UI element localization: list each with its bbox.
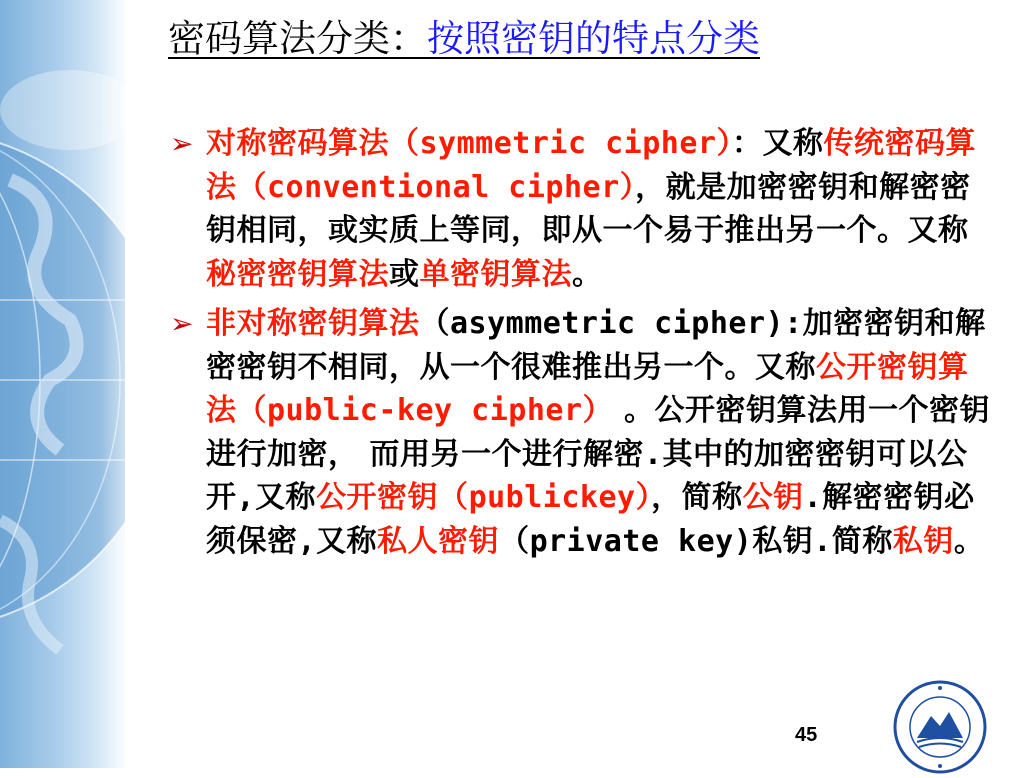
text-segment: 公开密钥（ [316,480,469,515]
text-segment: 。 [953,523,985,559]
text-segment: 解密密钥必须保密 [206,480,975,559]
bullet-asymmetric [168,302,998,563]
text-segment: 单密钥算法 [419,256,572,292]
text-segment: 公开密钥算法（ [206,349,969,428]
arrow-bullet-icon: ➢ [170,307,194,340]
text-segment: 加密密钥和解密密钥不相同，从一个很难推出另一个。又称 [206,306,986,385]
text-segment: symmetric cipher [419,126,717,161]
text-segment: （ [499,523,530,559]
bullet-text [206,126,976,292]
text-segment: private key) [529,523,753,559]
text-segment: ） [635,480,652,515]
text-segment: 。 [572,256,603,292]
text-segment: public-key cipher [267,393,583,428]
text-segment: 其中的加密密钥可以公开 [206,436,968,515]
text-segment: 私人密钥 [377,523,500,559]
text-segment: 对称密码算法（ [206,126,420,161]
text-segment: （ [419,306,450,341]
text-segment: 又称 [255,480,317,515]
text-segment: ） [582,393,614,428]
text-segment: 秘密密钥算法 [206,256,389,292]
text-segment: 公钥 [742,480,804,515]
page-title [168,14,760,64]
university-logo-icon [893,680,987,774]
text-segment: 或 [389,256,420,292]
text-segment: 。公开密钥算法用一个密钥进行加密， 而用另一个进行解密 [206,393,990,472]
text-segment: asymmetric cipher): [450,306,803,341]
text-segment: 传统密码算法（ [206,126,976,205]
text-segment: publickey [468,480,636,515]
text-segment: , [297,523,317,559]
text-segment: 非对称密钥算法 [206,306,420,341]
text-segment: ，简称 [651,480,743,515]
text-segment: . [643,436,663,472]
text-segment: 简称 [831,523,893,559]
bullet-list [168,122,998,569]
text-segment: . [803,480,823,515]
bullet-text [206,306,990,559]
text-segment: 私钥 [752,523,814,559]
text-segment: ：又称 [731,126,824,161]
text-segment: 私钥 [892,523,954,559]
text-segment: ，就是加密密钥和解密密钥相同，或实质上等同，即从一个易于推出另一个。又称 [206,169,971,248]
title-link[interactable]: 按照密钥的特点分类 [427,17,760,60]
title-prefix: 密码算法分类： [168,17,427,60]
globe-decoration [0,0,125,768]
text-segment: 又称 [316,523,378,559]
text-segment: , [236,480,256,515]
text-segment: ） [716,126,732,161]
arrow-bullet-icon: ➢ [170,127,194,160]
text-segment: ） [619,169,636,205]
page-number: 45 [795,724,818,746]
text-segment: . [813,523,832,559]
text-segment: conventional cipher [267,169,620,205]
bullet-symmetric [168,122,998,296]
